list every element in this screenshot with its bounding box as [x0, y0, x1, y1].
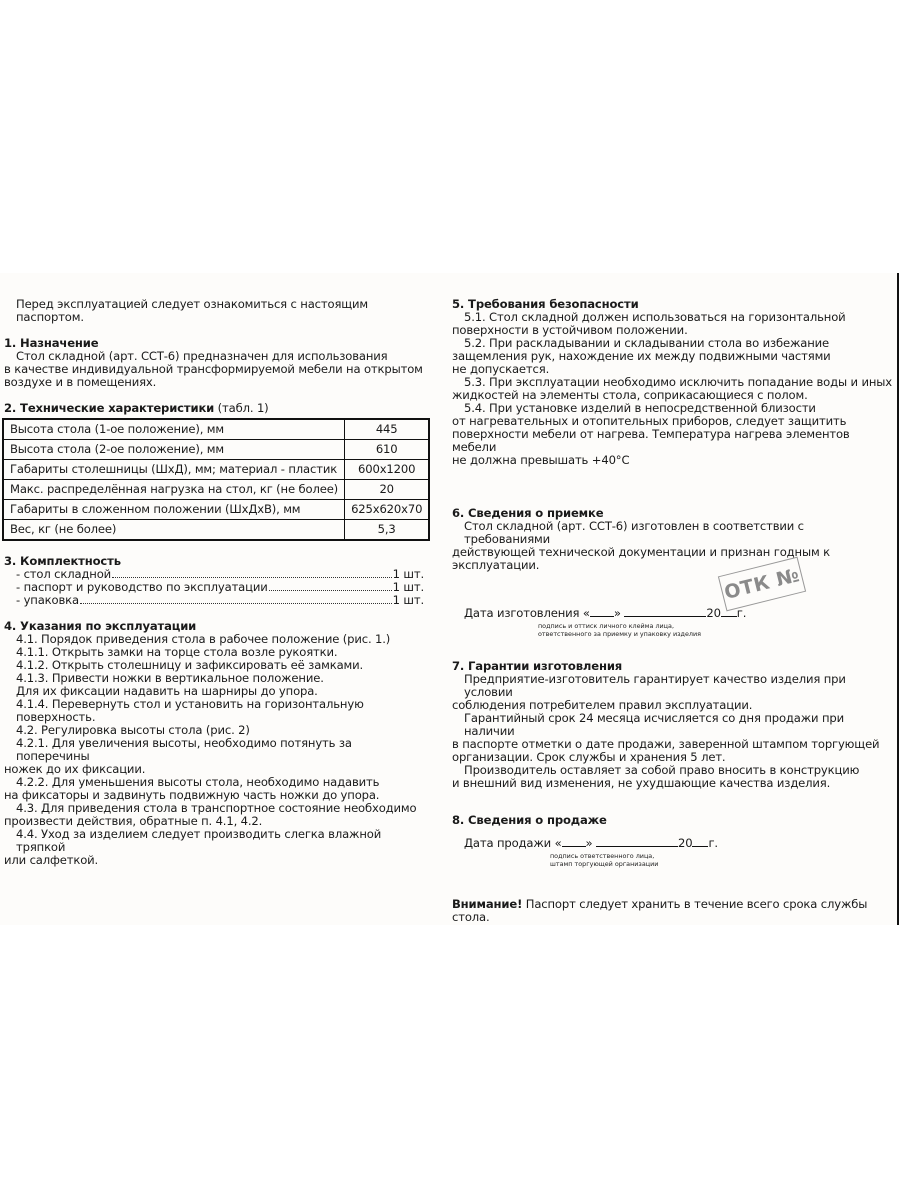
- spec-param: Высота стола (2-ое положение), мм: [3, 440, 345, 460]
- text-line: 4.2.1. Для увеличения высоты, необходимо потянуть за поперечины: [16, 736, 352, 763]
- sale-month-field[interactable]: [596, 836, 678, 847]
- text-line: произвести действия, обратные п. 4.1, 4.2.: [4, 814, 263, 828]
- sale-date-line: [452, 836, 892, 850]
- text-line: поверхности в устойчивом положении.: [452, 323, 688, 337]
- intro-text: Перед эксплуатацией следует ознакомиться с настоящим паспортом.: [16, 297, 369, 324]
- text-line: 5.2. При раскладывании и складывании стола во избежание: [464, 336, 830, 350]
- text-line: жидкостей на элементы стола, соприкасающиеся с полом.: [452, 388, 808, 402]
- section-4-title: 4. Указания по эксплуатации: [4, 619, 197, 633]
- text-line: 4.3. Для приведения стола в транспортное состояние необходимо: [16, 801, 417, 815]
- text-line: соблюдения потребителем правил эксплуатации.: [452, 698, 753, 712]
- warning-text: Паспорт следует хранить в течение всего срока службы стола.: [452, 897, 868, 924]
- left-column: [4, 298, 424, 867]
- sale-day-field[interactable]: [562, 836, 586, 847]
- section-8-title: 8. Сведения о продаже: [452, 813, 607, 827]
- section-6-text: Стол складной (арт. ССТ-6) изготовлен в соответствии с требованиями: [464, 519, 804, 546]
- spec-row: [3, 419, 429, 440]
- kit-item-qty: 1 шт.: [392, 580, 424, 594]
- text-line: 4.1. Порядок приведения стола в рабочее положение (рис. 1.): [16, 632, 391, 646]
- manufacture-date-label: Дата изготовления «: [464, 606, 590, 620]
- dot-leader: [269, 590, 392, 591]
- spec-param: Макс. распределённая нагрузка на стол, кг (не более): [3, 480, 345, 500]
- section-3-title: 3. Комплектность: [4, 554, 121, 568]
- spec-row: [3, 520, 429, 541]
- text-line: Для их фиксации надавить на шарниры до упора.: [16, 684, 318, 698]
- spec-param: Высота стола (1-ое положение), мм: [3, 419, 345, 440]
- kit-item-name: - стол складной: [16, 567, 112, 581]
- text-line: Производитель оставляет за собой право вносить в конструкцию: [464, 763, 860, 777]
- spec-value: 600x1200: [345, 460, 430, 480]
- spec-value: 5,3: [345, 520, 430, 541]
- section-6-title: 6. Сведения о приемке: [452, 506, 604, 520]
- caption-line: подпись ответственного лица,: [550, 852, 655, 860]
- otk-stamp: ОТК №: [718, 557, 806, 612]
- kit-item-name: - паспорт и руководство по эксплуатации: [16, 580, 268, 594]
- section-1-text: воздухе и в помещениях.: [4, 375, 157, 389]
- spec-row: [3, 460, 429, 480]
- text-line: 4.1.3. Привести ножки в вертикальное положение.: [16, 671, 324, 685]
- caption-line: штамп торгующей организации: [550, 860, 659, 868]
- text-line: 4.1.2. Открыть столешницу и зафиксировать её замками.: [16, 658, 364, 672]
- spec-param: Вес, кг (не более): [3, 520, 345, 541]
- section-5-title: 5. Требования безопасности: [452, 297, 639, 311]
- text-line: защемления рук, нахождение их между подвижными частями: [452, 349, 831, 363]
- manufacture-day-field[interactable]: [590, 606, 614, 617]
- year-suffix: г.: [708, 836, 718, 850]
- quote-close: »: [585, 836, 593, 850]
- text-line: 4.2. Регулировка высоты стола (рис. 2): [16, 723, 250, 737]
- section-2-title-note: (табл. 1): [214, 401, 269, 415]
- section-6-text: действующей технической документации и признан годным к эксплуатации.: [452, 545, 830, 572]
- spec-row: [3, 500, 429, 520]
- dot-leader: [112, 577, 392, 578]
- section-1-title: 1. Назначение: [4, 336, 99, 350]
- text-line: и внешний вид изменения, не ухудшающие качества изделия.: [452, 776, 831, 790]
- year-prefix: 20: [706, 606, 721, 620]
- year-suffix: г.: [736, 606, 747, 620]
- warning-note: [452, 898, 892, 924]
- spec-value: 445: [345, 419, 430, 440]
- spec-param: Габариты в сложенном положении (ШхДхВ), мм: [3, 500, 345, 520]
- section-2-title-bold: 2. Технические характеристики: [4, 401, 215, 415]
- text-line: Предприятие-изготовитель гарантирует качество изделия при условии: [464, 672, 846, 699]
- spec-value: 20: [345, 480, 430, 500]
- text-line: 5.3. При эксплуатации необходимо исключить попадание воды и иных: [464, 375, 892, 389]
- spec-value: 610: [345, 440, 430, 460]
- section-1-text: в качестве индивидуальной трансформируемой мебели на открытом: [4, 362, 423, 376]
- sale-caption: [452, 852, 892, 868]
- right-column: [452, 298, 892, 924]
- caption-line: ответственного за приемку и упаковку изделия: [538, 630, 701, 638]
- section-1-text: Стол складной (арт. ССТ-6) предназначен для использования: [16, 349, 388, 363]
- kit-item-name: - упаковка: [16, 593, 79, 607]
- text-line: 4.4. Уход за изделием следует производить слегка влажной тряпкой: [16, 827, 382, 854]
- kit-list: [4, 568, 424, 607]
- section-7-title: 7. Гарантии изготовления: [452, 659, 623, 673]
- dot-leader: [80, 603, 392, 604]
- section-5-body: [452, 311, 892, 467]
- warning-label: Внимание!: [452, 897, 523, 911]
- text-line: не должна превышать +40°С: [452, 453, 630, 467]
- text-line: 5.4. При установке изделий в непосредственной близости: [464, 401, 816, 415]
- kit-item-qty: 1 шт.: [392, 593, 424, 607]
- sale-year-field[interactable]: [692, 836, 708, 847]
- spec-value: 625x620x70: [345, 500, 430, 520]
- kit-item: [4, 594, 424, 607]
- text-line: 5.1. Стол складной должен использоваться на горизонтальной: [464, 310, 846, 324]
- text-line: поверхности мебели от нагрева. Температура нагрева элементов мебели: [452, 427, 850, 454]
- text-line: 4.1.4. Перевернуть стол и установить на горизонтальную поверхность.: [16, 697, 364, 724]
- caption-line: подпись и оттиск личного клейма лица,: [538, 622, 674, 630]
- text-line: или салфеткой.: [4, 853, 99, 867]
- text-line: на фиксаторы и задвинуть подвижную часть ножки до упора.: [4, 788, 380, 802]
- section-4-body: [4, 633, 424, 867]
- section-2-title: [4, 402, 424, 415]
- text-line: не допускается.: [452, 362, 550, 376]
- text-line: в паспорте отметки о дате продажи, заверенной штампом торгующей: [452, 737, 880, 751]
- spec-table: [2, 418, 430, 541]
- text-line: 4.2.2. Для уменьшения высоты стола, необходимо надавить: [16, 775, 380, 789]
- text-line: организации. Срок службы и хранения 5 лет.: [452, 750, 726, 764]
- manufacture-date-line: [452, 606, 892, 620]
- quote-close: »: [613, 606, 621, 620]
- spec-row: [3, 440, 429, 460]
- spec-row: [3, 480, 429, 500]
- section-7-body: [452, 673, 892, 790]
- text-line: ножек до их фиксации.: [4, 762, 146, 776]
- text-line: 4.1.1. Открыть замки на торце стола возле рукоятки.: [16, 645, 338, 659]
- year-prefix: 20: [678, 836, 693, 850]
- kit-item-qty: 1 шт.: [392, 567, 424, 581]
- text-line: Гарантийный срок 24 месяца исчисляется со дня продажи при наличии: [464, 711, 844, 738]
- manufacture-month-field[interactable]: [624, 606, 706, 617]
- manufacture-caption: [452, 622, 892, 638]
- text-line: от нагревательных и отопительных приборов, следует защитить: [452, 414, 847, 428]
- sale-date-label: Дата продажи «: [464, 836, 562, 850]
- spec-param: Габариты столешницы (ШхД), мм; материал - пластик: [3, 460, 345, 480]
